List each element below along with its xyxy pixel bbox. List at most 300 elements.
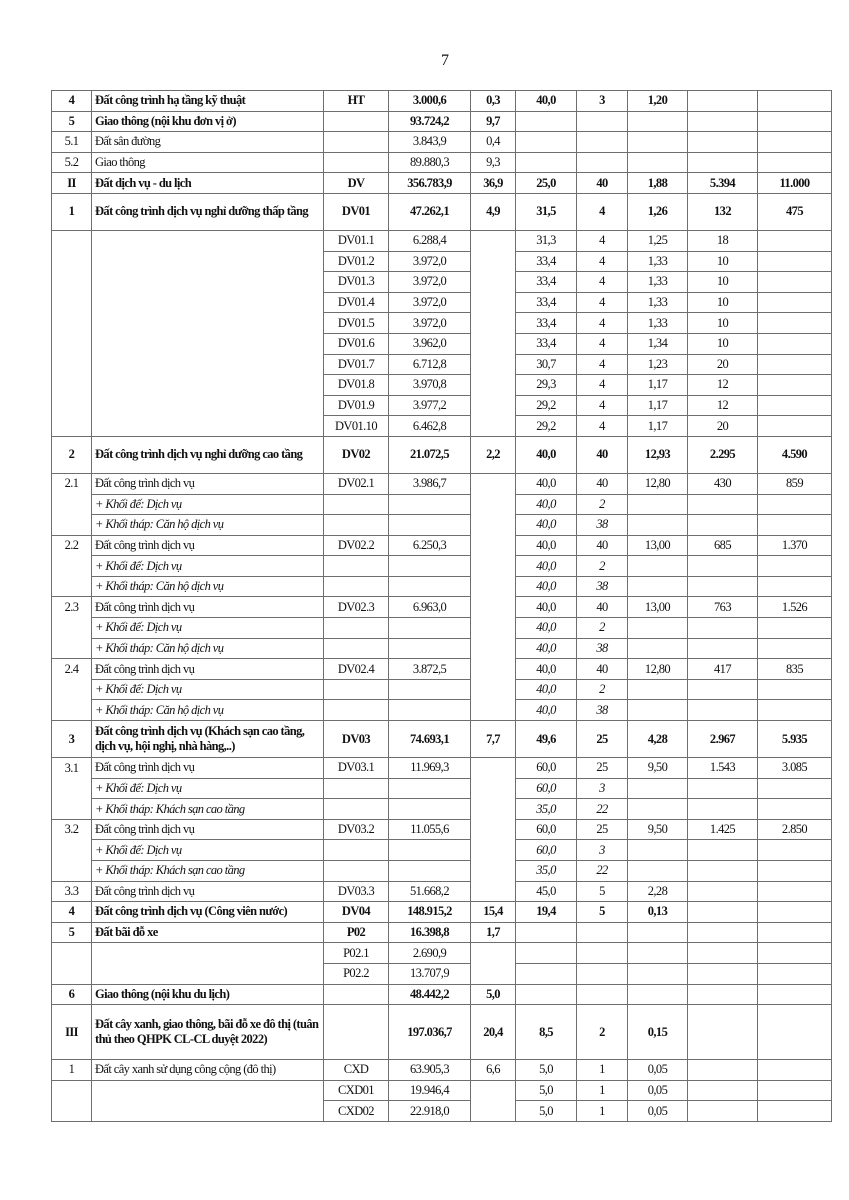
cell-floors: 38 (577, 515, 628, 536)
cell-stt: II (52, 173, 92, 194)
cell-floors: 22 (577, 861, 628, 882)
cell-area: 93.724,2 (389, 111, 471, 132)
table-row (52, 313, 832, 334)
cell-name: Đất công trình dịch vụ (Công viên nước) (92, 902, 324, 923)
cell-pop (758, 840, 832, 861)
cell-far (628, 922, 688, 943)
table-row (52, 943, 832, 964)
page-number: 7 (441, 52, 449, 69)
cell-stt (52, 354, 92, 375)
cell-far (628, 700, 688, 721)
cell-code: DV03 (324, 721, 389, 758)
cell-pop (758, 963, 832, 984)
cell-area: 3.972,0 (389, 313, 471, 334)
cell-stt: III (52, 1005, 92, 1060)
cell-name (92, 395, 324, 416)
cell-units: 10 (688, 333, 758, 354)
cell-area: 2.690,9 (389, 943, 471, 964)
cell-units: 2.295 (688, 436, 758, 473)
cell-code: HT (324, 91, 389, 112)
cell-units: 12 (688, 375, 758, 396)
table-row (52, 354, 832, 375)
cell-name: + Khối tháp: Khách sạn cao tầng (92, 861, 324, 882)
cell-code: DV01.8 (324, 375, 389, 396)
table-row (52, 758, 832, 779)
cell-stt (52, 375, 92, 396)
cell-floors: 4 (577, 313, 628, 334)
cell-units (688, 922, 758, 943)
cell-pop: 1.370 (758, 535, 832, 556)
cell-area: 11.055,6 (389, 819, 471, 840)
cell-floors: 40 (577, 473, 628, 494)
cell-pop: 5.935 (758, 721, 832, 758)
cell-floors: 4 (577, 416, 628, 437)
cell-area: 3.972,0 (389, 272, 471, 293)
cell-floors: 2 (577, 618, 628, 639)
cell-pop (758, 251, 832, 272)
cell-name (92, 1080, 324, 1101)
cell-units: 685 (688, 535, 758, 556)
cell-pct: 15,4 (471, 902, 516, 923)
cell-name: + Khối đế: Dịch vụ (92, 494, 324, 515)
cell-code: DV01.10 (324, 416, 389, 437)
cell-pop (758, 354, 832, 375)
cell-density: 40,0 (516, 700, 577, 721)
cell-floors: 5 (577, 881, 628, 902)
cell-units (688, 984, 758, 1005)
cell-name: Đất công trình dịch vụ (92, 659, 324, 680)
cell-area: 3.872,5 (389, 659, 471, 680)
cell-floors: 4 (577, 193, 628, 230)
table-row (52, 132, 832, 153)
cell-pct (471, 659, 516, 680)
table-row (52, 700, 832, 721)
cell-stt: 3.3 (52, 881, 92, 902)
cell-floors: 4 (577, 354, 628, 375)
cell-code: P02.2 (324, 963, 389, 984)
cell-area: 47.262,1 (389, 193, 471, 230)
cell-far: 0,05 (628, 1080, 688, 1101)
table-row (52, 556, 832, 577)
cell-far: 1,33 (628, 251, 688, 272)
cell-pct (471, 556, 516, 577)
cell-units: 1.425 (688, 819, 758, 840)
cell-pop (758, 618, 832, 639)
cell-name: Giao thông (92, 152, 324, 173)
table-row (52, 535, 832, 556)
cell-area: 148.915,2 (389, 902, 471, 923)
cell-stt: 1 (52, 193, 92, 230)
cell-density: 33,4 (516, 333, 577, 354)
cell-name: + Khối tháp: Căn hộ dịch vụ (92, 576, 324, 597)
cell-far: 12,80 (628, 473, 688, 494)
table-row (52, 111, 832, 132)
cell-density (516, 152, 577, 173)
table-row (52, 778, 832, 799)
cell-pop (758, 902, 832, 923)
cell-area (389, 861, 471, 882)
cell-stt (52, 638, 92, 659)
cell-units (688, 963, 758, 984)
cell-density: 40,0 (516, 679, 577, 700)
cell-stt: 2 (52, 436, 92, 473)
cell-pop (758, 778, 832, 799)
cell-units (688, 556, 758, 577)
table-row (52, 799, 832, 820)
cell-name (92, 272, 324, 293)
cell-density: 29,3 (516, 375, 577, 396)
cell-far (628, 152, 688, 173)
cell-name: Đất công trình dịch vụ (92, 597, 324, 618)
cell-density: 35,0 (516, 799, 577, 820)
cell-area: 197.036,7 (389, 1005, 471, 1060)
cell-density: 60,0 (516, 819, 577, 840)
cell-pct: 20,4 (471, 1005, 516, 1060)
cell-code: DV02.3 (324, 597, 389, 618)
cell-code: DV01.9 (324, 395, 389, 416)
cell-units: 12 (688, 395, 758, 416)
cell-stt (52, 395, 92, 416)
cell-pct (471, 638, 516, 659)
cell-pct: 7,7 (471, 721, 516, 758)
cell-pop (758, 1005, 832, 1060)
cell-area: 3.972,0 (389, 251, 471, 272)
cell-density (516, 111, 577, 132)
table-row (52, 963, 832, 984)
cell-pct: 0,3 (471, 91, 516, 112)
cell-pop (758, 556, 832, 577)
cell-pop: 835 (758, 659, 832, 680)
cell-area: 6.462,8 (389, 416, 471, 437)
cell-far: 1,25 (628, 230, 688, 251)
cell-density: 40,0 (516, 515, 577, 536)
table-row (52, 272, 832, 293)
cell-units: 2.967 (688, 721, 758, 758)
cell-units (688, 778, 758, 799)
cell-density: 30,7 (516, 354, 577, 375)
cell-code: DV (324, 173, 389, 194)
cell-code (324, 799, 389, 820)
cell-density: 40,0 (516, 556, 577, 577)
cell-stt (52, 230, 92, 251)
cell-floors: 25 (577, 758, 628, 779)
cell-name (92, 313, 324, 334)
cell-units: 10 (688, 272, 758, 293)
table-row (52, 395, 832, 416)
cell-units: 10 (688, 313, 758, 334)
cell-pct (471, 354, 516, 375)
table-row (52, 922, 832, 943)
cell-pop (758, 515, 832, 536)
cell-floors: 4 (577, 375, 628, 396)
cell-code (324, 840, 389, 861)
cell-pop (758, 881, 832, 902)
cell-units (688, 1060, 758, 1081)
cell-area (389, 799, 471, 820)
cell-density: 35,0 (516, 861, 577, 882)
cell-pct (471, 679, 516, 700)
cell-stt (52, 1080, 92, 1101)
cell-area: 63.905,3 (389, 1060, 471, 1081)
cell-pct (471, 473, 516, 494)
cell-far (628, 111, 688, 132)
cell-code: DV01.7 (324, 354, 389, 375)
cell-far: 1,17 (628, 416, 688, 437)
cell-density: 5,0 (516, 1101, 577, 1122)
table-body (52, 91, 832, 1122)
cell-code (324, 515, 389, 536)
cell-far: 1,17 (628, 395, 688, 416)
cell-pct (471, 230, 516, 251)
cell-stt (52, 799, 92, 820)
cell-units (688, 1005, 758, 1060)
cell-density: 60,0 (516, 778, 577, 799)
cell-density: 8,5 (516, 1005, 577, 1060)
cell-name: + Khối tháp: Khách sạn cao tầng (92, 799, 324, 820)
cell-floors: 22 (577, 799, 628, 820)
cell-stt (52, 251, 92, 272)
cell-pct (471, 943, 516, 964)
cell-units: 763 (688, 597, 758, 618)
cell-name (92, 251, 324, 272)
table-row (52, 840, 832, 861)
cell-stt (52, 679, 92, 700)
cell-name: + Khối đế: Dịch vụ (92, 618, 324, 639)
cell-far (628, 861, 688, 882)
cell-pop (758, 799, 832, 820)
cell-floors: 40 (577, 535, 628, 556)
cell-far (628, 984, 688, 1005)
cell-units (688, 1080, 758, 1101)
cell-floors: 25 (577, 819, 628, 840)
cell-density (516, 984, 577, 1005)
cell-area (389, 700, 471, 721)
table-row (52, 721, 832, 758)
cell-pop (758, 292, 832, 313)
cell-pct (471, 778, 516, 799)
cell-name (92, 333, 324, 354)
cell-pct (471, 395, 516, 416)
cell-pop (758, 494, 832, 515)
cell-far: 12,80 (628, 659, 688, 680)
cell-density (516, 132, 577, 153)
cell-density (516, 922, 577, 943)
cell-name: + Khối đế: Dịch vụ (92, 679, 324, 700)
cell-floors: 38 (577, 638, 628, 659)
cell-units (688, 515, 758, 536)
cell-pct (471, 1101, 516, 1122)
cell-area: 89.880,3 (389, 152, 471, 173)
cell-name (92, 354, 324, 375)
cell-pct (471, 881, 516, 902)
cell-pct (471, 597, 516, 618)
table-row (52, 91, 832, 112)
cell-name: Đất bãi đỗ xe (92, 922, 324, 943)
cell-units (688, 91, 758, 112)
table-row (52, 597, 832, 618)
cell-pct: 5,0 (471, 984, 516, 1005)
cell-area: 6.250,3 (389, 535, 471, 556)
cell-floors: 2 (577, 494, 628, 515)
cell-floors: 40 (577, 436, 628, 473)
land-use-table (51, 90, 832, 1122)
cell-density: 31,3 (516, 230, 577, 251)
cell-name: Giao thông (nội khu đơn vị ở) (92, 111, 324, 132)
cell-area (389, 840, 471, 861)
cell-name: Đất công trình dịch vụ nghỉ dưỡng cao tầng (92, 436, 324, 473)
table-row (52, 638, 832, 659)
cell-name: Đất công trình dịch vụ (Khách sạn cao tầng, dịch vụ, hội nghị, nhà hàng,..) (92, 721, 324, 758)
cell-density: 49,6 (516, 721, 577, 758)
cell-stt: 5 (52, 922, 92, 943)
cell-code: DV01.1 (324, 230, 389, 251)
cell-units (688, 840, 758, 861)
cell-pct: 1,7 (471, 922, 516, 943)
cell-density: 19,4 (516, 902, 577, 923)
cell-floors: 2 (577, 679, 628, 700)
cell-pct: 9,7 (471, 111, 516, 132)
cell-area: 3.970,8 (389, 375, 471, 396)
cell-name: Đất công trình dịch vụ nghỉ dưỡng thấp tầng (92, 193, 324, 230)
cell-code: DV01 (324, 193, 389, 230)
cell-far (628, 778, 688, 799)
cell-density: 40,0 (516, 494, 577, 515)
cell-pop (758, 395, 832, 416)
cell-stt: 5 (52, 111, 92, 132)
cell-stt: 5.1 (52, 132, 92, 153)
table-row (52, 1080, 832, 1101)
table-row (52, 230, 832, 251)
cell-area: 19.946,4 (389, 1080, 471, 1101)
cell-stt: 3.1 (52, 758, 92, 779)
cell-pop (758, 1060, 832, 1081)
cell-density: 40,0 (516, 597, 577, 618)
cell-pop (758, 638, 832, 659)
cell-stt (52, 556, 92, 577)
cell-stt (52, 963, 92, 984)
cell-density: 33,4 (516, 251, 577, 272)
cell-stt: 2.4 (52, 659, 92, 680)
cell-code: DV03.1 (324, 758, 389, 779)
cell-area: 3.977,2 (389, 395, 471, 416)
cell-code (324, 700, 389, 721)
cell-floors: 40 (577, 597, 628, 618)
cell-units (688, 799, 758, 820)
cell-pct: 4,9 (471, 193, 516, 230)
table-row (52, 659, 832, 680)
cell-pct (471, 840, 516, 861)
cell-density: 40,0 (516, 473, 577, 494)
cell-density: 25,0 (516, 173, 577, 194)
cell-floors: 1 (577, 1080, 628, 1101)
cell-floors: 3 (577, 91, 628, 112)
cell-pop (758, 132, 832, 153)
cell-name: + Khối tháp: Căn hộ dịch vụ (92, 515, 324, 536)
cell-floors (577, 963, 628, 984)
cell-far: 1,26 (628, 193, 688, 230)
cell-stt (52, 576, 92, 597)
cell-units: 20 (688, 416, 758, 437)
cell-name: + Khối tháp: Căn hộ dịch vụ (92, 700, 324, 721)
cell-stt (52, 272, 92, 293)
cell-pct (471, 313, 516, 334)
cell-stt (52, 313, 92, 334)
cell-far: 1,33 (628, 292, 688, 313)
cell-density: 40,0 (516, 91, 577, 112)
cell-stt (52, 618, 92, 639)
cell-name (92, 230, 324, 251)
cell-units (688, 152, 758, 173)
cell-name: Đất sân đường (92, 132, 324, 153)
cell-density: 33,4 (516, 313, 577, 334)
cell-density (516, 943, 577, 964)
cell-pop (758, 861, 832, 882)
cell-density: 40,0 (516, 638, 577, 659)
cell-units (688, 111, 758, 132)
cell-pop (758, 943, 832, 964)
cell-area: 74.693,1 (389, 721, 471, 758)
table-row (52, 1101, 832, 1122)
cell-floors: 1 (577, 1060, 628, 1081)
cell-far: 1,88 (628, 173, 688, 194)
cell-code: P02 (324, 922, 389, 943)
cell-floors (577, 111, 628, 132)
cell-units (688, 132, 758, 153)
cell-pop (758, 152, 832, 173)
cell-code: DV01.3 (324, 272, 389, 293)
cell-area: 16.398,8 (389, 922, 471, 943)
cell-stt: 5.2 (52, 152, 92, 173)
cell-code (324, 132, 389, 153)
cell-pop: 859 (758, 473, 832, 494)
cell-pct (471, 251, 516, 272)
cell-far (628, 943, 688, 964)
cell-far (628, 679, 688, 700)
cell-area: 6.963,0 (389, 597, 471, 618)
cell-pct (471, 819, 516, 840)
cell-area (389, 778, 471, 799)
cell-code (324, 638, 389, 659)
cell-floors: 4 (577, 292, 628, 313)
cell-floors (577, 132, 628, 153)
cell-pop (758, 576, 832, 597)
cell-area: 51.668,2 (389, 881, 471, 902)
cell-name (92, 292, 324, 313)
cell-code (324, 111, 389, 132)
cell-area (389, 638, 471, 659)
table-row (52, 1060, 832, 1081)
cell-far: 13,00 (628, 597, 688, 618)
cell-pct (471, 292, 516, 313)
cell-far: 0,15 (628, 1005, 688, 1060)
cell-stt: 4 (52, 91, 92, 112)
table-row (52, 193, 832, 230)
cell-code (324, 984, 389, 1005)
cell-code (324, 679, 389, 700)
cell-far: 9,50 (628, 819, 688, 840)
cell-name: Đất công trình dịch vụ (92, 881, 324, 902)
cell-name: Giao thông (nội khu du lịch) (92, 984, 324, 1005)
cell-area (389, 494, 471, 515)
cell-floors: 38 (577, 700, 628, 721)
table-row (52, 881, 832, 902)
cell-units (688, 700, 758, 721)
cell-units: 417 (688, 659, 758, 680)
cell-pop (758, 333, 832, 354)
cell-name (92, 943, 324, 964)
cell-pop (758, 922, 832, 943)
cell-units (688, 638, 758, 659)
